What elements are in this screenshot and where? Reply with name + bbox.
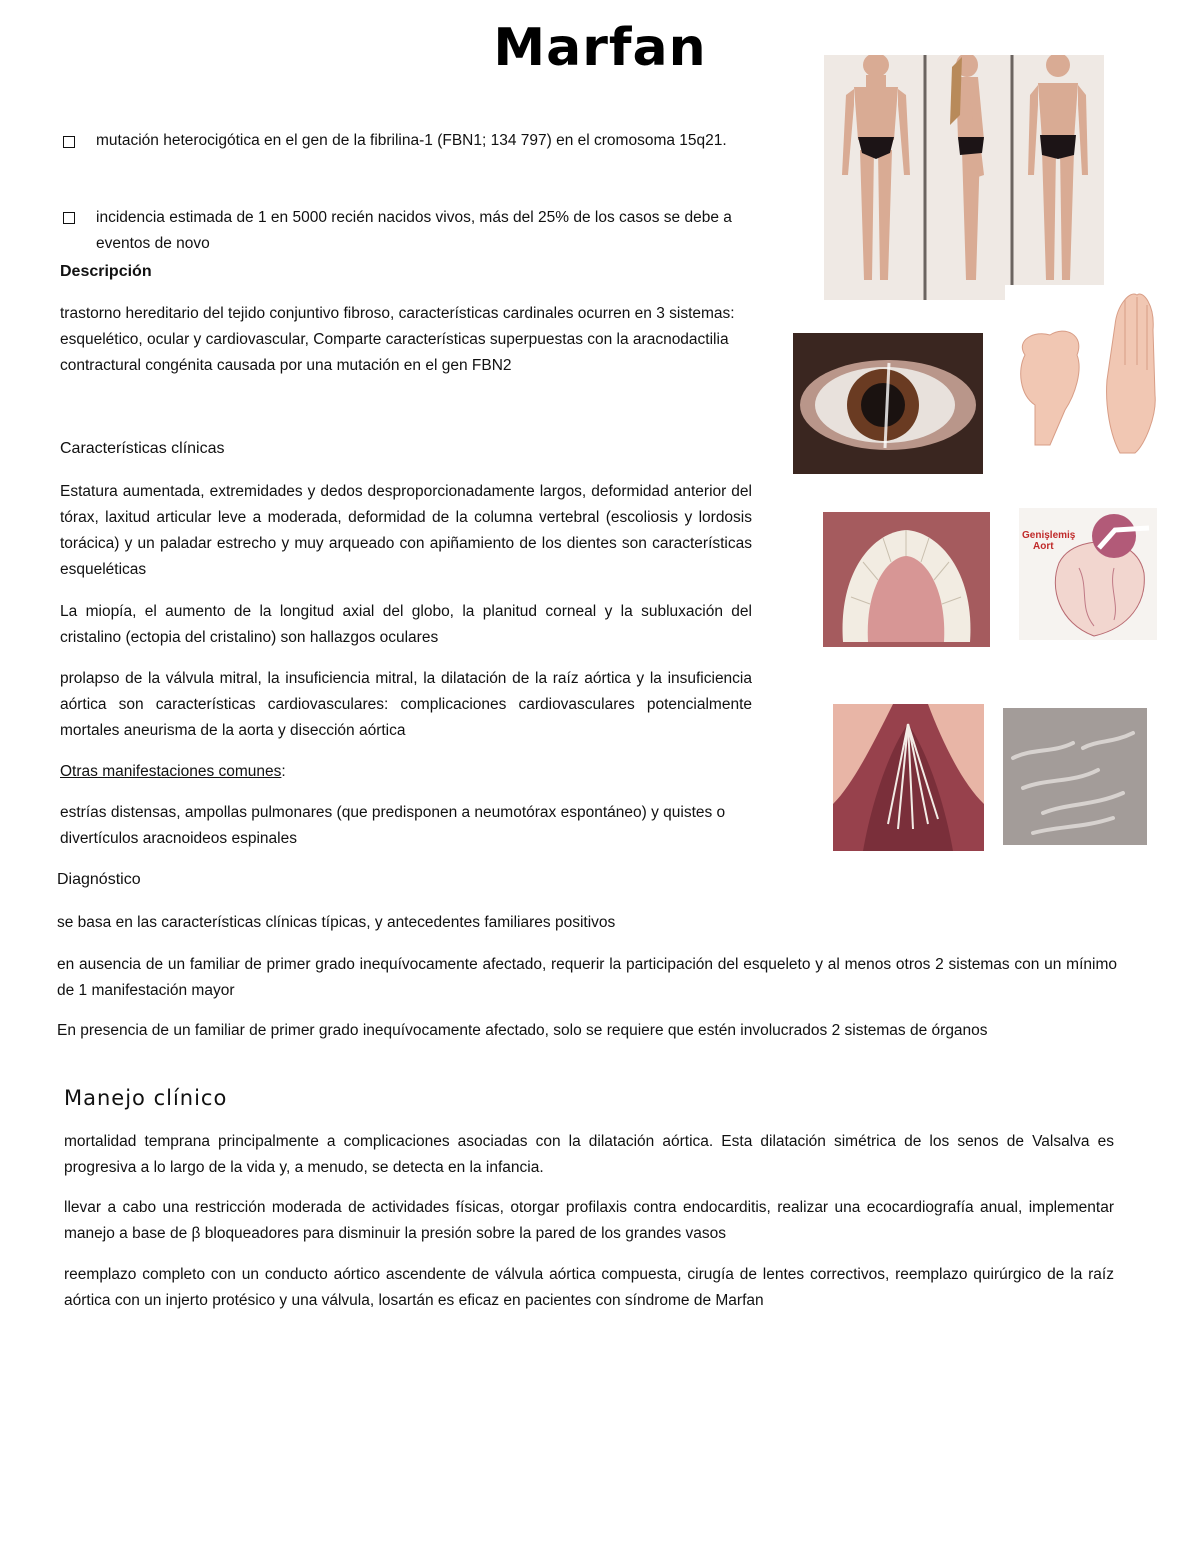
- palate-photo: [823, 512, 990, 647]
- striae-photo: [1003, 708, 1147, 845]
- paragraph: estrías distensas, ampollas pulmonares (que predisponen a neumotórax espontáneo) y quistes o divertículos aracnoideos espinales: [60, 804, 726, 847]
- bullet-text: mutación heterocigótica en el gen de la fibrilina-1 (FBN1; 134 797) en el cromosoma 15q21.: [96, 132, 727, 149]
- paragraph: se basa en las características clínicas típicas, y antecedentes familiares positivos: [57, 914, 616, 931]
- heart-label-line1: Genişlemiş: [1022, 530, 1076, 541]
- paragraph: reemplazo completo con un conducto aórtico ascendente de válvula aórtica compuesta, cirugía de lentes correctivos, reemplazo quirúrgico de la raíz aórtica con un injerto protésico y una válvula, losartán es eficaz en pacientes con síndrome de Marfan: [64, 1266, 1114, 1309]
- paragraph: Estatura aumentada, extremidades y dedos desproporcionadamente largos, deformidad anterior del tórax, laxitud articular leve a moderada, deformidad de la columna vertebral (escoliosis y lordosis torácica) y un paladar estrecho y muy arqueado con apiñamiento de los dientes son características esqueléticas: [60, 483, 752, 578]
- bullet-text: incidencia estimada de 1 en 5000 recién nacidos vivos, más del 25% de los casos se debe a eventos de novo: [96, 209, 732, 252]
- hands-illustration: [1005, 285, 1167, 460]
- checkbox-icon: [63, 212, 75, 224]
- paragraph: en ausencia de un familiar de primer grado inequívocamente afectado, requerir la participación del esqueleto y al menos otros 2 sistemas con un mínimo de 1 manifestación mayor: [57, 956, 1117, 999]
- eye-photo: [793, 333, 983, 474]
- section-heading: Descripción: [60, 263, 152, 280]
- valve-illustration: [833, 704, 984, 851]
- section-heading: Manejo clínico: [64, 1086, 228, 1110]
- heart-label-line2: Aort: [1033, 541, 1054, 552]
- section-heading: Características clínicas: [60, 440, 225, 457]
- section-heading: [60, 759, 286, 785]
- paragraph: La miopía, el aumento de la longitud axial del globo, la planitud corneal y la subluxación del cristalino (ectopia del cristalino) son hallazgos oculares: [60, 603, 752, 646]
- page-title: Marfan: [493, 18, 707, 78]
- clipped-paragraph: [57, 1018, 1117, 1060]
- heart-illustration: [1019, 508, 1157, 640]
- paragraph: prolapso de la válvula mitral, la insuficiencia mitral, la dilatación de la raíz aórtica y la insuficiencia aórtica son características cardiovasculares: complicaciones cardiovasculares potencialmente mortales aneurisma de la aorta y disección aórtica: [60, 670, 752, 739]
- colon: :: [281, 763, 286, 780]
- paragraph: En presencia de un familiar de primer grado inequívocamente afectado, solo se requiere que estén involucrados 2 sistemas de órganos: [57, 1022, 988, 1039]
- section-heading: Diagnóstico: [57, 871, 141, 888]
- paragraph: llevar a cabo una restricción moderada de actividades físicas, otorgar profilaxis contra endocarditis, realizar una ecocardiografía anual, implementar manejo a base de β bloqueadores para disminuir la presión sobre la pared de los grandes vasos: [64, 1199, 1114, 1242]
- otras-heading: Otras manifestaciones comunes: [60, 763, 282, 780]
- paragraph: mortalidad temprana principalmente a complicaciones asociadas con la dilatación aórtica. Esta dilatación simétrica de los senos de Valsalva es progresiva a lo largo de la vida y, a menudo, se detecta en la infancia.: [64, 1133, 1114, 1176]
- paragraph: trastorno hereditario del tejido conjuntivo fibroso, características cardinales ocurren en 3 sistemas: esquelético, ocular y cardiovascular, Comparte características superpuestas con la aracnodactilia contractural congénita causada por una mutación en el gen FBN2: [60, 305, 735, 374]
- checkbox-icon: [63, 136, 75, 148]
- body-photo: [824, 55, 1104, 300]
